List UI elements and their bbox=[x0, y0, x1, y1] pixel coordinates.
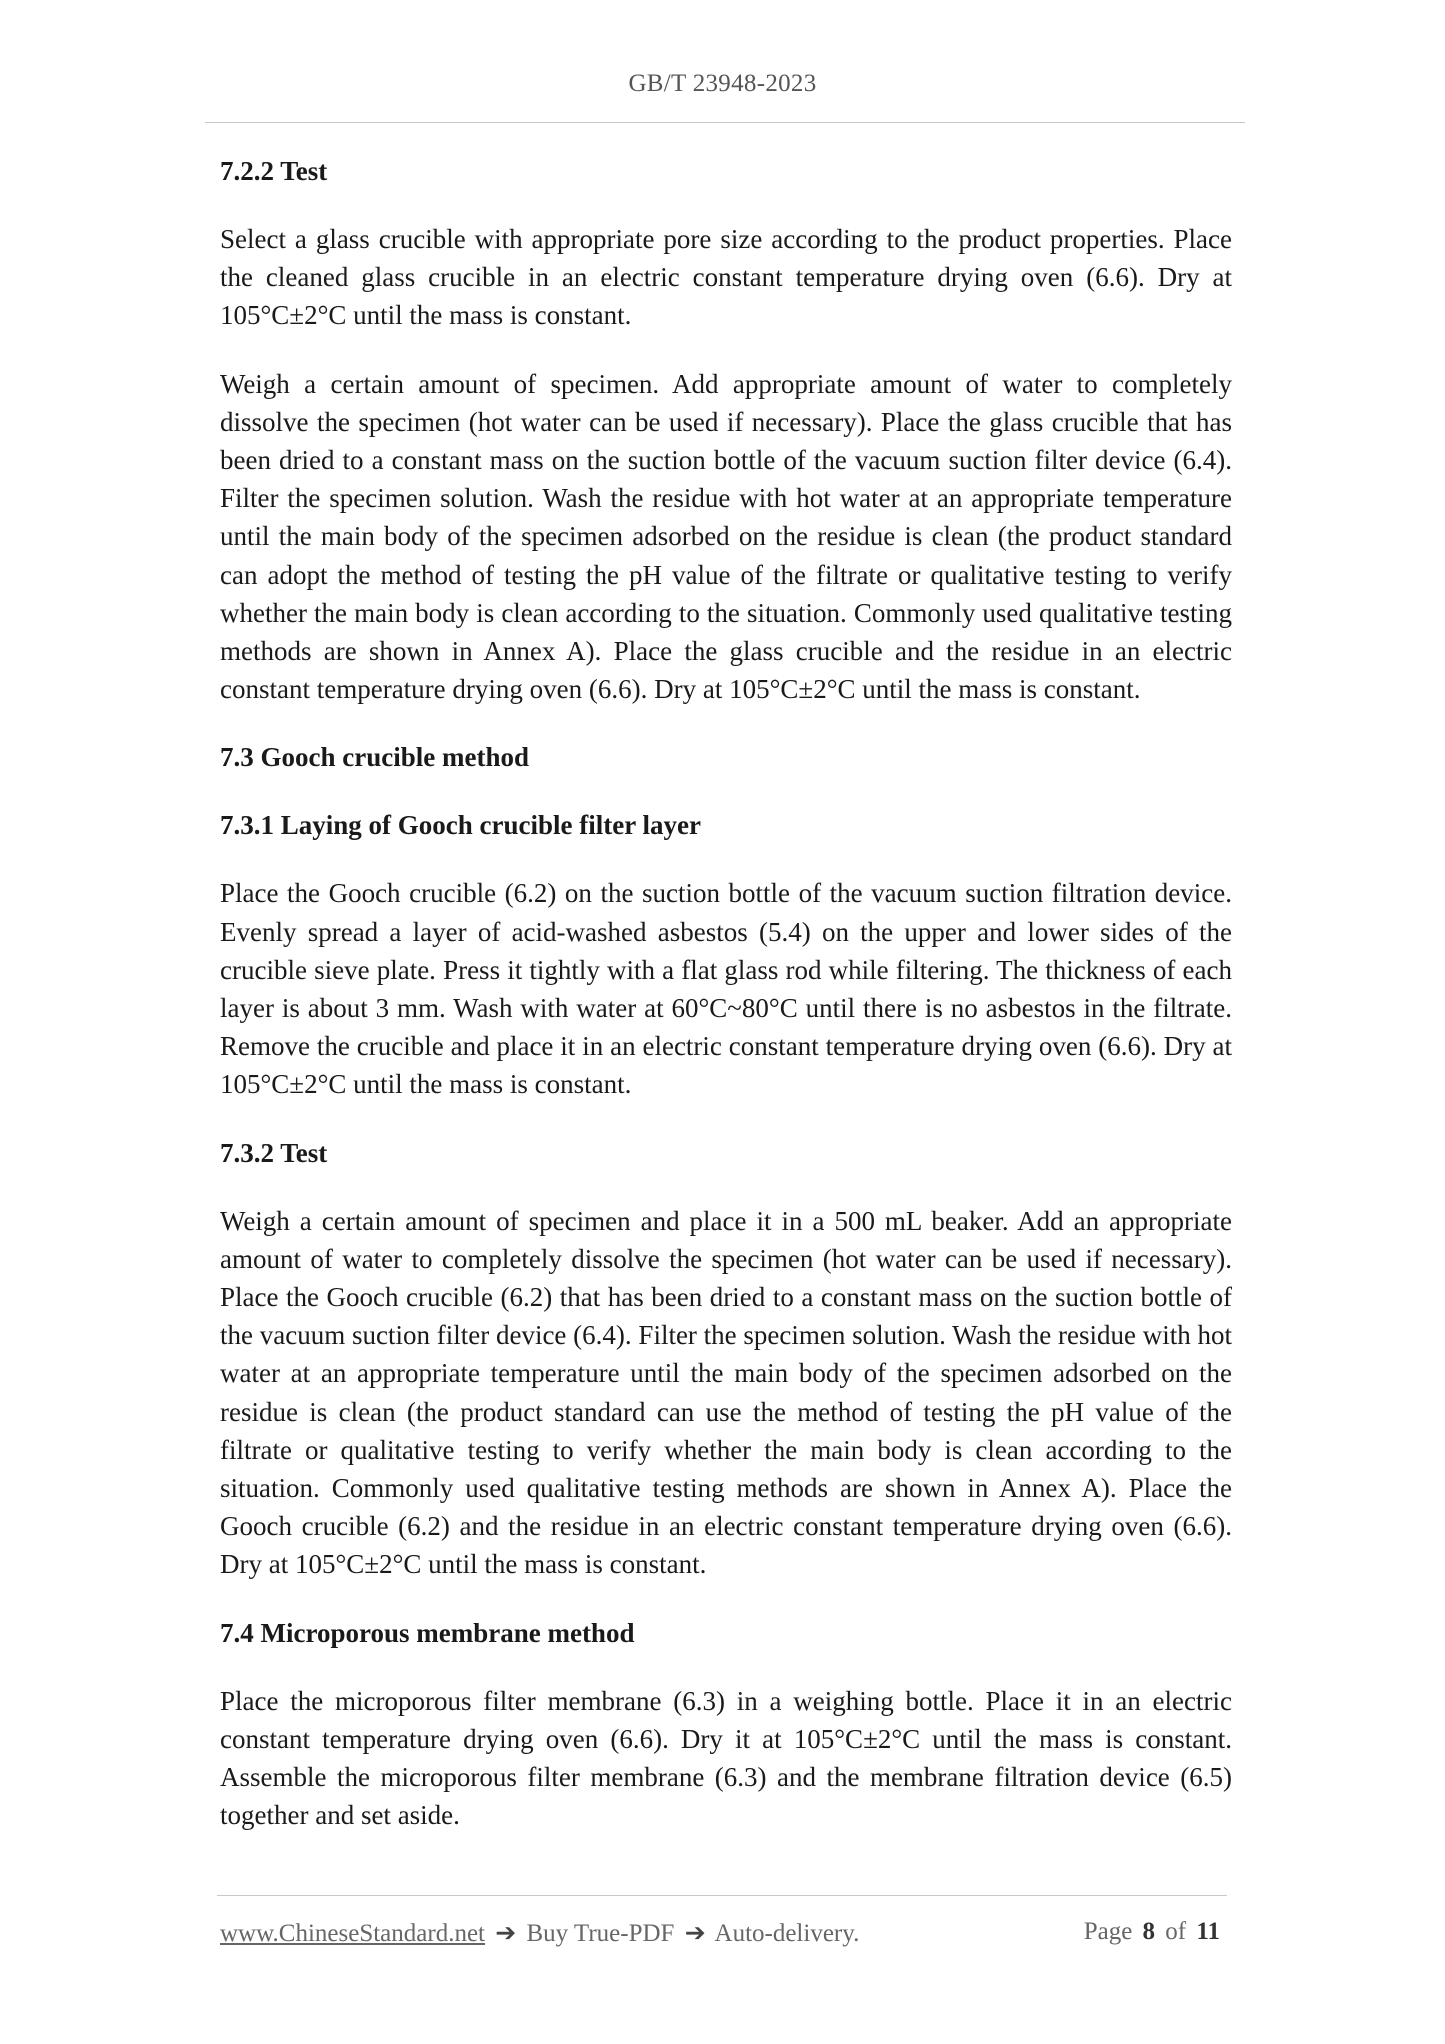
paragraph: Weigh a certain amount of specimen and place it in a 500 mL beaker. Add an appropriate amount of water to completely dissolve the specimen (hot water can be used if necessary). Place the Gooch crucible (6.2) that has been dried to a constant mass on the suction bottle of the vacuum suction filter device (6.4). Filter the specimen solution. Wash the residue with hot water at an appropriate temperature until the main body of the specimen adsorbed on the residue is clean (the product standard can use the method of testing the pH value of the filtrate or qualitative testing to verify whether the main body is clean according to the situation. Commonly used qualitative testing methods are shown in Annex A). Place the Gooch crucible (6.2) and the residue in an electric constant temperature drying oven (6.6). Dry at 105°C±2°C until the mass is constant. bbox=[220, 1205, 1232, 1580]
paragraph: Weigh a certain amount of specimen. Add appropriate amount of water to completely dissolve the specimen (hot water can be used if necessary). Place the glass crucible that has been dried to a constant mass on the suction bottle of the vacuum suction filter device (6.4). Filter the specimen solution. Wash the residue with hot water at an appropriate temperature until the main body of the specimen adsorbed on the residue is clean (the product standard can adopt the method of testing the pH value of the filtrate or qualitative testing to verify whether the main body is clean according to the situation. Commonly used qualitative testing methods are shown in Annex A). Place the glass crucible and the residue in an electric constant temperature drying oven (6.6). Dry at 105°C±2°C until the mass is constant. bbox=[220, 368, 1232, 705]
paragraph: Place the microporous filter membrane (6.3) in a weighing bottle. Place it in an electric constant temperature drying oven (6.6). Dry it at 105°C±2°C until the mass is constant. Assemble the microporous filter membrane (6.3) and the membrane filtration device (6.5) together and set aside. bbox=[220, 1685, 1232, 1831]
page-header: GB/T 23948-2023 bbox=[628, 70, 817, 97]
arrow-right-icon: ➔ bbox=[495, 1920, 517, 1947]
section-7-2-2 bbox=[220, 152, 1232, 708]
arrow-right-icon: ➔ bbox=[684, 1920, 706, 1947]
page-of-label: of bbox=[1165, 1918, 1187, 1945]
paragraph: Select a glass crucible with appropriate pore size according to the product properties. Place the cleaned glass crucible in an electric constant temperature drying oven (6.6). Dry at 105°C±2°C until the mass is constant. bbox=[220, 224, 1232, 331]
page-total: 11 bbox=[1196, 1918, 1220, 1945]
footer-divider bbox=[217, 1895, 1227, 1896]
document-body bbox=[220, 152, 1232, 1865]
footer-promo bbox=[220, 1918, 859, 1948]
section-heading: 7.3.1 Laying of Gooch crucible filter layer bbox=[220, 810, 701, 841]
section-heading: 7.3.2 Test bbox=[220, 1137, 328, 1168]
page-current: 8 bbox=[1142, 1918, 1156, 1945]
buy-pdf-text: Buy True-PDF bbox=[526, 1920, 675, 1947]
header-divider bbox=[205, 122, 1245, 123]
page-label: Page bbox=[1083, 1918, 1133, 1945]
website-link[interactable]: www.ChineseStandard.net bbox=[220, 1920, 485, 1947]
paragraph: Place the Gooch crucible (6.2) on the suction bottle of the vacuum suction filtration device. Evenly spread a layer of acid-washed asbestos (5.4) on the upper and lower sides of the crucible sieve plate. Press it tightly with a flat glass rod while filtering. The thickness of each layer is about 3 mm. Wash with water at 60°C~80°C until there is no asbestos in the filtrate. Remove the crucible and place it in an electric constant temperature drying oven (6.6). Dry at 105°C±2°C until the mass is constant. bbox=[220, 878, 1232, 1100]
section-heading: 7.2.2 Test bbox=[220, 156, 328, 186]
page-indicator bbox=[1084, 1918, 1224, 1946]
section-heading: 7.4 Microporous membrane method bbox=[220, 1617, 635, 1648]
section-7-4 bbox=[220, 1614, 1232, 1835]
section-7-3-1 bbox=[220, 806, 1232, 1103]
section-7-3-2 bbox=[220, 1134, 1232, 1584]
auto-delivery-text: Auto-delivery. bbox=[714, 1920, 860, 1947]
section-heading: 7.3 Gooch crucible method bbox=[220, 742, 529, 773]
section-7-3 bbox=[220, 738, 1232, 776]
